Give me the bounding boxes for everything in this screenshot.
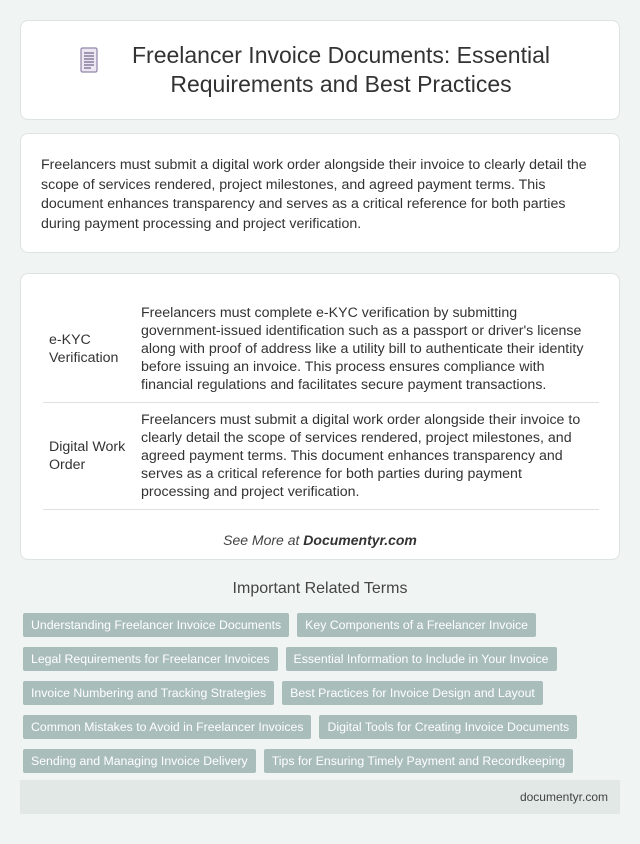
related-term-tag[interactable]: Legal Requirements for Freelancer Invoices (23, 647, 278, 671)
see-more-prefix: See More at (223, 532, 304, 548)
related-term-tag[interactable]: Understanding Freelancer Invoice Documents (23, 613, 289, 637)
related-terms-title: Important Related Terms (232, 580, 408, 597)
intro-text: Freelancers must submit a digital work order alongside their invoice to clearly detail the scope of services rendered, project milestones, and agreed payment terms. This document enhances transparency and serves as a critical reference for both parties during payment processing and project verification. (41, 157, 587, 232)
definition-cell: Freelancers must complete e-KYC verification by submitting government-issued identification such as a passport or driver's license along with proof of address like a utility bill to authenticate their identity before issuing an invoice. This process ensures compliance with financial regulations and facilitates secure payment transactions. (135, 296, 599, 403)
terms-table (43, 296, 599, 510)
related-term-tag[interactable]: Best Practices for Invoice Design and Layout (282, 681, 543, 705)
related-term-tag[interactable]: Key Components of a Freelancer Invoice (297, 613, 536, 637)
intro-card (20, 133, 620, 253)
related-term-tag[interactable]: Sending and Managing Invoice Delivery (23, 749, 256, 773)
footer (20, 780, 620, 814)
table-row (43, 296, 599, 403)
term-cell: e-KYC Verification (43, 296, 135, 403)
see-more-link[interactable]: Documentyr.com (303, 532, 417, 548)
related-term-tag[interactable]: Common Mistakes to Avoid in Freelancer Invoices (23, 715, 311, 739)
document-icon (79, 47, 99, 73)
definition-cell: Freelancers must submit a digital work order alongside their invoice to clearly detail the scope of services rendered, project milestones, and agreed payment terms. This document enhances transparency and serves as a critical reference for both parties during payment processing and project verification. (135, 403, 599, 510)
title-wrap (79, 41, 561, 99)
related-term-tag[interactable]: Essential Information to Include in Your Invoice (286, 647, 557, 671)
related-terms-tags (23, 613, 623, 773)
term-cell: Digital Work Order (43, 403, 135, 510)
related-term-tag[interactable]: Invoice Numbering and Tracking Strategies (23, 681, 274, 705)
see-more (43, 532, 597, 548)
related-term-tag[interactable]: Tips for Ensuring Timely Payment and Recordkeeping (264, 749, 573, 773)
footer-link[interactable]: documentyr.com (519, 790, 608, 804)
title-card (20, 20, 620, 120)
page-title: Freelancer Invoice Documents: Essential Requirements and Best Practices (131, 42, 551, 97)
table-row (43, 403, 599, 510)
terms-table-card (20, 273, 620, 560)
related-term-tag[interactable]: Digital Tools for Creating Invoice Documents (319, 715, 577, 739)
